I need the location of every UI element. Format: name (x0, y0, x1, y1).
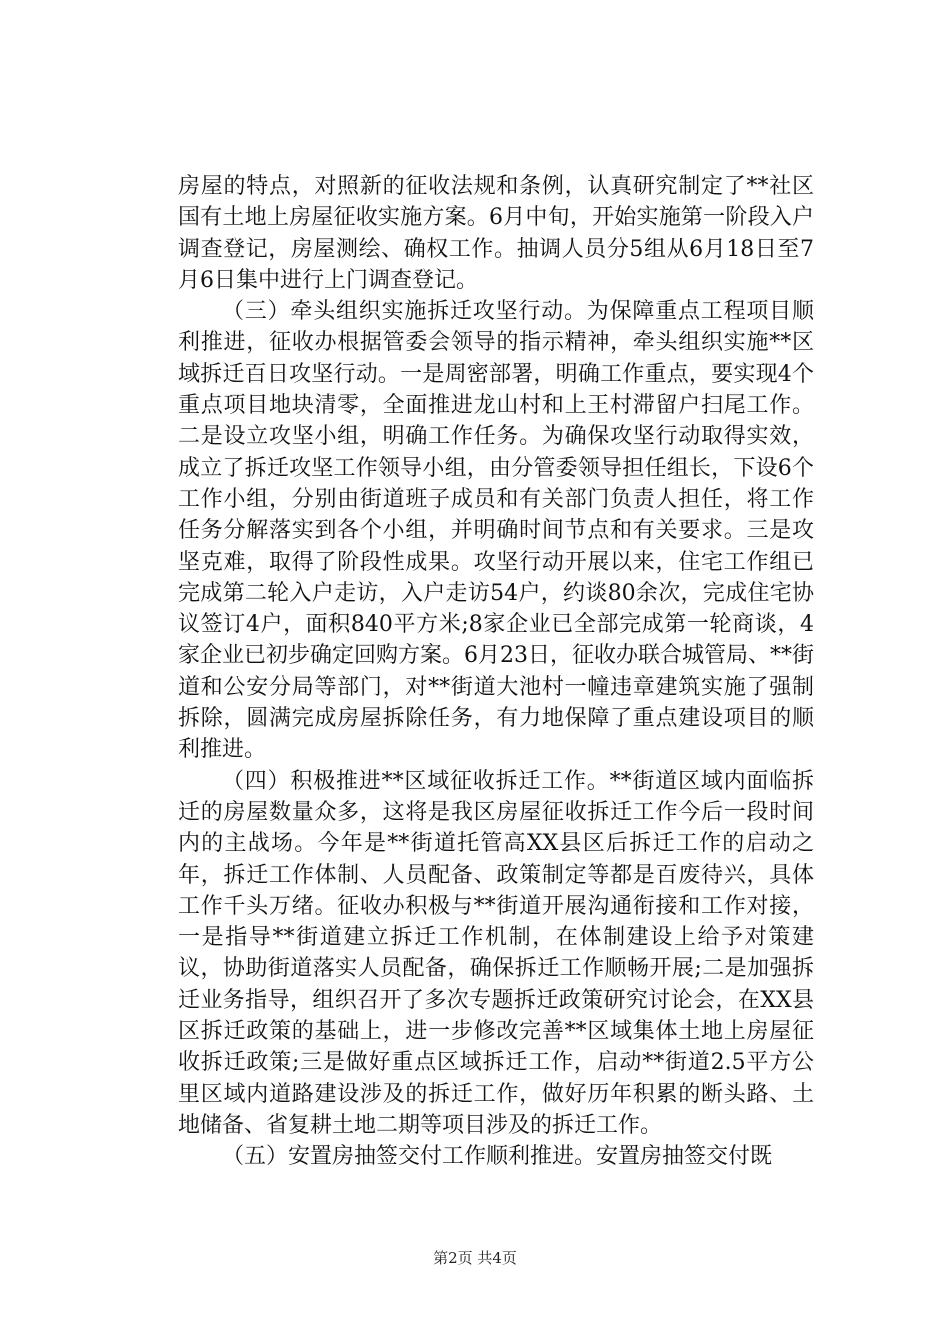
paragraph-section-5: （五）安置房抽签交付工作顺利推进。安置房抽签交付既 (222, 1144, 773, 1170)
paragraph-section-4: （四）积极推进**区域征收拆迁工作。**街道区域内面临拆迁的房屋数量众多，这将是我区房屋征收拆迁工作今后一段时间内的主战场。今年是**街道托管高XX县区后拆迁工作的启动之年，拆迁工作体制、人员配备、政策制定等都是百废待兴，具体工作千头万绪。征收办积极与**街道开展沟通衔接和工作对接，一是指导**街道建立拆迁工作机制，在体制建设上给予对策建议，协助街道落实人员配备，确保拆迁工作顺畅开展;二是加强拆迁业务指导，组织召开了多次专题拆迁政策研究讨论会，在XX县区拆迁政策的基础上，进一步修改完善**区域集体土地上房屋征收拆迁政策;三是做好重点区域拆迁工作，启动**街道2.5平方公里区域内道路建设涉及的拆迁工作，做好历年积累的断头路、土地储备、省复耕土地二期等项目涉及的拆迁工作。 (178, 768, 814, 1138)
page-number-footer: 第2页 共4页 (433, 1249, 517, 1267)
paragraph-section-3: （三）牵头组织实施拆迁攻坚行动。为保障重点工程项目顺利推进，征收办根据管委会领导的指示精神，牵头组织实施**区域拆迁百日攻坚行动。一是周密部署，明确工作重点，要实现4个重点项目地块清零，全面推进龙山村和上王村滞留户扫尾工作。二是设立攻坚小组，明确工作任务。为确保攻坚行动取得实效，成立了拆迁攻坚工作领导小组，由分管委领导担任组长，下设6个工作小组，分别由街道班子成员和有关部门负责人担任，将工作任务分解落实到各个小组，并明确时间节点和有关要求。三是攻坚克难，取得了阶段性成果。攻坚行动开展以来，住宅工作组已完成第二轮入户走访，入户走访54户，约谈80余次，完成住宅协议签订4户，面积840平方米;8家企业已全部完成第一轮商谈，4家企业已初步确定回购方案。6月23日，征收办联合城管局、**街道和公安分局等部门，对**街道大池村一幢违章建筑实施了强制拆除，圆满完成房屋拆除任务，有力地保障了重点建设项目的顺利推进。 (178, 299, 814, 763)
paragraph-continued: 房屋的特点，对照新的征收法规和条例，认真研究制定了**社区国有土地上房屋征收实施方案。6月中旬，开始实施第一阶段入户调查登记，房屋测绘、确权工作。抽调人员分5组从6月18日至7月6日集中进行上门调查登记。 (178, 174, 814, 293)
document-body (178, 171, 814, 1173)
